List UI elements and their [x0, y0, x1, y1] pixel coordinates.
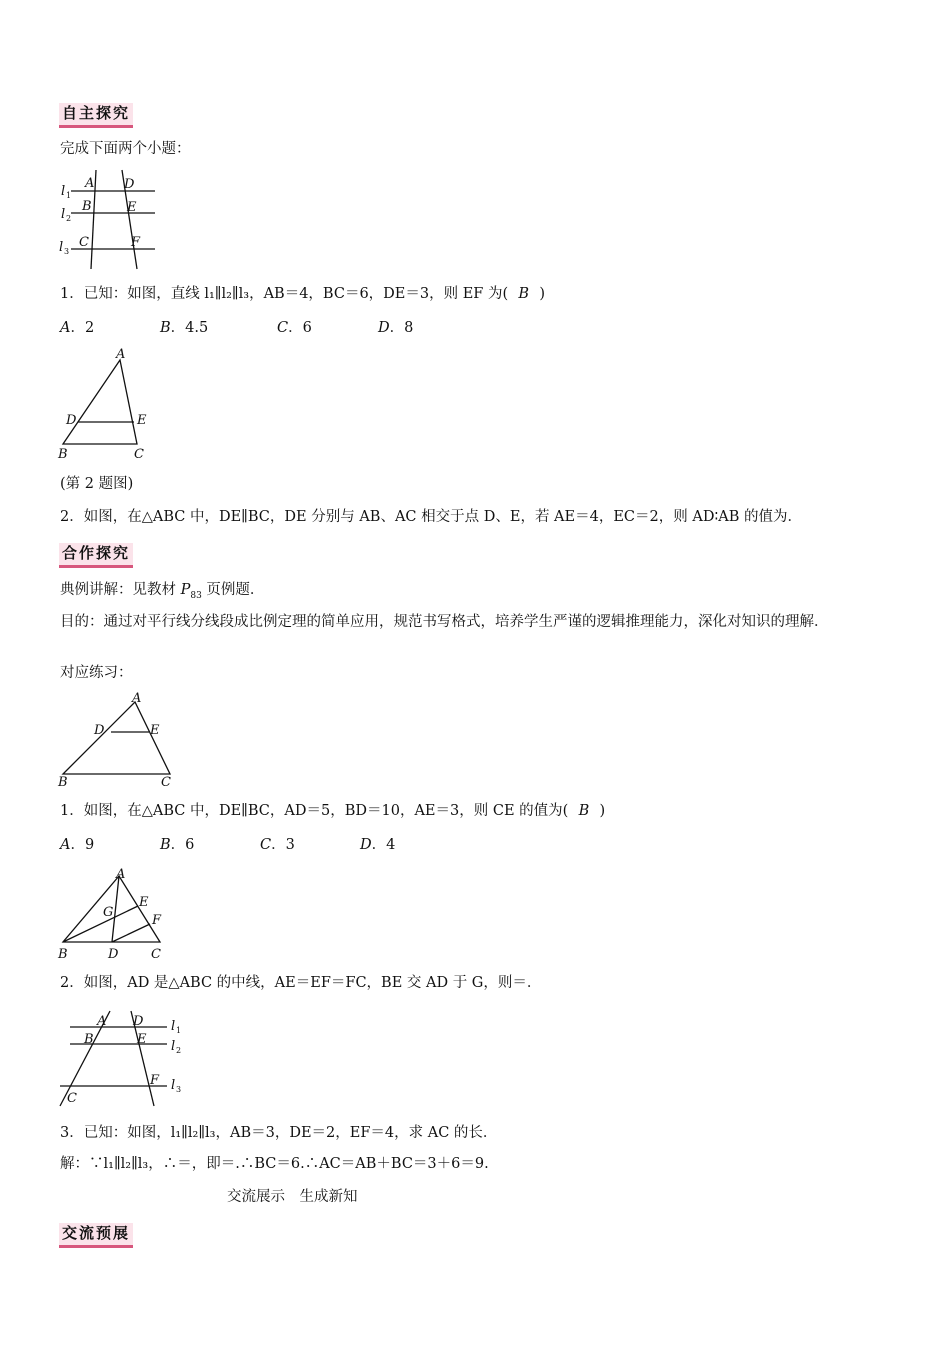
label-B: B	[82, 199, 92, 214]
label-l2: l	[171, 1039, 176, 1054]
triangle-abc	[63, 702, 170, 774]
intro-text: 完成下面两个小题：	[60, 141, 191, 157]
label-A: A	[116, 347, 126, 362]
q1-option-a: A．2	[60, 320, 95, 336]
label-l2-sub: 2	[176, 1046, 182, 1055]
label-l1: l	[171, 1019, 176, 1034]
figure-2-caption: (第 2 题图)	[60, 476, 134, 492]
q1-option-d: D．8	[378, 320, 414, 336]
q1-option-b: B．4.5	[160, 320, 209, 336]
label-l3-sub: 3	[64, 247, 70, 256]
label-C: C	[151, 947, 161, 962]
figure-parallel-lines-1	[55, 168, 165, 274]
practice-3: 3．已知：如图，l₁∥l₂∥l₃，AB＝3，DE＝2，EF＝4，求 AC 的长．	[60, 1125, 498, 1141]
label-A: A	[97, 1014, 107, 1029]
label-B: B	[84, 1032, 94, 1047]
label-l3-sub: 3	[176, 1085, 182, 1094]
p1-option-c: C．3	[260, 837, 295, 853]
practice-2: 2．如图，AD 是△ABC 的中线，AE＝EF＝FC，BE 交 AD 于 G，则＝．	[60, 975, 542, 991]
section-header-cooperative-explore: 合作探究	[59, 543, 133, 568]
label-C: C	[67, 1091, 77, 1106]
section-header-self-explore: 自主探究	[59, 103, 133, 128]
label-A: A	[85, 176, 95, 191]
triangle-abc	[63, 360, 137, 444]
question-2: 2．如图，在△ABC 中，DE∥BC，DE 分别与 AB、AC 相交于点 D、E，若 AE＝4，EC＝2，则 AD∶AB 的值为．	[60, 509, 802, 525]
question-1-text: 1．已知：如图，直线 l₁∥l₂∥l₃，AB＝4，BC＝6，DE＝3，则 EF 为(	[60, 286, 509, 302]
label-E: E	[137, 413, 147, 428]
label-A: A	[132, 691, 142, 706]
label-D: D	[108, 947, 119, 962]
label-E: E	[150, 723, 160, 738]
label-E: E	[139, 895, 149, 910]
label-C: C	[79, 235, 89, 250]
label-l3: l	[171, 1078, 176, 1093]
label-E: E	[137, 1032, 147, 1047]
p1-option-b: B．6	[160, 837, 195, 853]
label-B: B	[58, 775, 68, 790]
label-C: C	[161, 775, 171, 790]
figure-parallel-lines-5	[55, 1008, 195, 1110]
label-D: D	[133, 1014, 144, 1029]
segment-df	[112, 924, 150, 942]
label-B: B	[58, 447, 68, 462]
label-l2-sub: 2	[66, 214, 72, 223]
section-header-exchange-preview: 交流预展	[59, 1223, 133, 1248]
label-D: D	[124, 177, 135, 192]
label-l1-sub: 1	[66, 191, 72, 200]
purpose-text: 目的：通过对平行线分线段成比例定理的简单应用，规范书写格式，培养学生严谨的逻辑推理能力，深化对知识的理解．	[60, 614, 829, 630]
label-F: F	[152, 913, 162, 928]
label-A: A	[116, 867, 126, 882]
question-1-answer: B	[518, 286, 530, 302]
p1-option-a: A．9	[60, 837, 95, 853]
label-D: D	[66, 413, 77, 428]
label-l2: l	[61, 207, 66, 222]
label-C: C	[134, 447, 144, 462]
label-F: F	[150, 1073, 160, 1088]
label-F: F	[131, 235, 141, 250]
label-l1-sub: 1	[176, 1026, 182, 1035]
question-1	[60, 285, 545, 303]
label-D: D	[94, 723, 105, 738]
label-B: B	[58, 947, 68, 962]
center-title: 交流展示 生成新知	[227, 1189, 358, 1205]
practice-1-close: )	[599, 803, 606, 819]
figure-triangle-2	[55, 346, 165, 464]
practice-1	[60, 802, 605, 820]
practice-1-text: 1．如图，在△ABC 中，DE∥BC，AD＝5，BD＝10，AE＝3，则 CE 的值为(	[60, 803, 569, 819]
solution-text: 解：∵l₁∥l₂∥l₃，∴＝，即＝.∴BC＝6.∴AC＝AB＋BC＝3＋6＝9.	[60, 1156, 489, 1172]
question-1-close: )	[539, 286, 546, 302]
p1-option-d: D．4	[360, 837, 396, 853]
label-G: G	[103, 905, 114, 920]
figure-triangle-4	[55, 864, 175, 964]
practice-heading: 对应练习：	[60, 665, 133, 681]
label-l1: l	[61, 184, 66, 199]
label-l3: l	[59, 240, 64, 255]
figure-triangle-3	[55, 690, 180, 790]
practice-1-answer: B	[578, 803, 590, 819]
label-E: E	[127, 200, 137, 215]
q1-option-c: C．6	[277, 320, 312, 336]
example-text: 典例讲解：见教材 $P_{83}$ 页例题．	[60, 582, 265, 601]
segment-be	[63, 906, 138, 942]
